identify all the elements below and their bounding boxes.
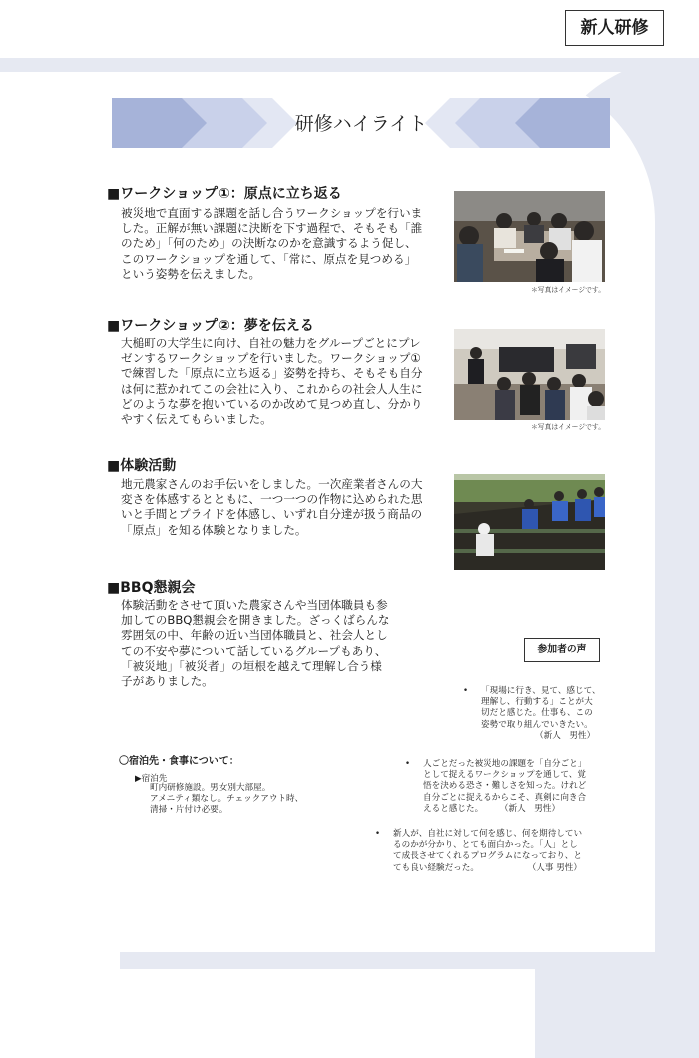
section-heading-workshop2: ■ワークショップ②：夢を伝える	[107, 318, 314, 334]
stay-line: 町内研修施設。男女別大部屋。	[150, 783, 271, 793]
stay-subheading: ▶宿泊先	[135, 774, 168, 784]
body-line: どのような夢を抱いているのか改めて見つめ直し、分かり	[121, 396, 423, 411]
body-line: やすく伝えてもらいました。	[121, 412, 272, 427]
section-body-workshop1	[121, 206, 439, 282]
background-bottom	[120, 950, 699, 969]
body-line: は何に惹かれてこの会社に入り、これからの社会人人生に	[121, 381, 423, 396]
section-body-bbq	[121, 598, 439, 689]
voice-line: 自分ごとに捉えるからこそ、真剣に向き合	[423, 792, 587, 803]
section-heading-experience: ■体験活動	[107, 458, 177, 474]
voice-line: 姿勢で取り組んでいきたい。	[481, 719, 593, 730]
workshop1-photo	[454, 191, 605, 282]
category-tag: 新人研修	[565, 10, 664, 46]
body-line: で練習した「原点に立ち返る」姿勢を持ち、そもそも自分	[121, 366, 423, 381]
stay-details	[150, 783, 400, 816]
voice-line: ても良い経験だった。	[393, 862, 479, 873]
voice-line: えると感じた。	[423, 803, 484, 814]
stay-line: アメニティ類なし。チェックアウト時、	[150, 794, 304, 804]
body-line: 地元農家さんのお手伝いをしました。一次産業者さんの大	[121, 477, 423, 491]
background-band	[0, 58, 699, 72]
body-line: 子がありました。	[121, 674, 214, 689]
section-heading-bbq: ■BBQ懇親会	[107, 580, 196, 596]
body-line: 被災地で直面する課題を話し合うワークショップを行いま	[121, 206, 423, 220]
voice-quote-2	[423, 759, 608, 815]
voice-line: 切だと感じた。仕事も、この	[481, 708, 593, 719]
body-line: このワークショップを通して、「常に、原点を見つめる」	[121, 251, 417, 266]
bullet-icon: •	[463, 686, 469, 696]
body-line: した。正解が無い課題に決断を下す過程で、そもそも「誰	[121, 221, 423, 236]
body-line: 加してのBBQ懇親会を開きました。ざっくばらんな	[121, 613, 390, 628]
voice-quote-3	[393, 829, 605, 874]
voice-line: 理解し、行動する」ことが大	[481, 697, 593, 708]
section-heading-workshop1: ■ワークショップ①：原点に立ち返る	[107, 186, 342, 202]
stay-heading: 〇宿泊先・食事について：	[119, 756, 239, 767]
section-body-workshop2	[121, 336, 439, 427]
body-line: 変さを体感するとともに、一つ一つの作物に込められた思	[121, 492, 423, 507]
photo-caption: ＊写真はイメージです。	[530, 423, 605, 431]
photo-caption: ＊写真はイメージです。	[530, 286, 605, 294]
farming-photo	[454, 474, 605, 570]
body-line: ての不安や夢について話しているグループもあり、	[121, 643, 387, 658]
voices-title: 参加者の声	[524, 638, 600, 662]
bullet-icon: •	[405, 759, 411, 769]
voice-line: るのかが分かり、とても面白かった。「人」とし	[393, 840, 578, 851]
body-line: ゼンするワークショップを行いました。ワークショップ①	[121, 351, 421, 366]
voice-line: として捉えるワークショップを通して、覚	[423, 770, 586, 781]
body-line: という姿勢を伝えました。	[121, 266, 261, 281]
voice-line: 「現場に行き、見て、感じて、	[481, 686, 601, 696]
voice-quote-1	[481, 686, 606, 742]
voice-attribution: （新人 男性）	[535, 730, 596, 741]
voice-line: 新人が、自社に対して何を感じ、何を期待してい	[393, 829, 583, 839]
voice-attribution: （新人 男性）	[499, 803, 561, 814]
voice-line: 人ごとだった被災地の課題を「自分ごと」	[423, 759, 587, 769]
voice-line: て成長させてくれるプログラムになっており、と	[393, 851, 582, 862]
workshop2-photo	[454, 329, 605, 420]
body-line: 大槌町の大学生に向け、自社の魅力をグループごとにプレ	[121, 336, 421, 350]
body-line: のため」「何のため」の決断なのかを意識するよう促し、	[121, 236, 417, 251]
body-line: 「原点」を知る体験となりました。	[121, 522, 307, 537]
body-line: 体験活動をさせて頂いた農家さんや当団体職員も参	[121, 598, 388, 612]
body-line: いと手間とプライドを体感し、いずれ自分達が扱う商品の	[121, 507, 423, 522]
body-line: 雰囲気の中、年齢の近い当団体職員と、社会人とし	[121, 628, 388, 643]
bullet-icon: •	[375, 829, 381, 839]
stay-line: 清掃・片付け必要。	[150, 805, 228, 815]
voice-attribution: （人事 男性）	[527, 862, 582, 873]
page-title: 研修ハイライト	[294, 113, 428, 135]
body-line: 「被災地」「被災者」の垣根を越えて理解し合う様	[121, 658, 382, 673]
voice-line: 悟を決める恐さ・難しさを知った。けれど	[423, 781, 587, 792]
section-body-experience	[121, 477, 439, 538]
